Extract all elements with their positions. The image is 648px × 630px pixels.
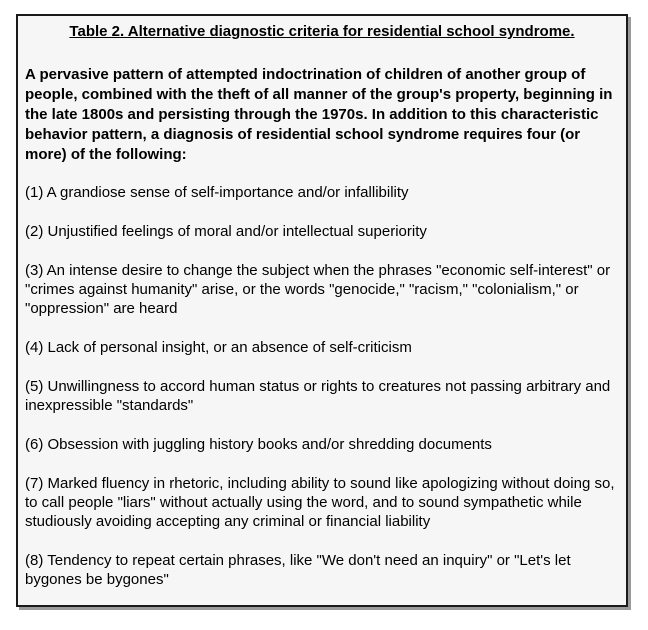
criteria-list	[25, 183, 625, 609]
criteria-table	[16, 14, 628, 607]
criterion-item: (6) Obsession with juggling history books and/or shredding documents	[25, 436, 492, 453]
table-title: Table 2. Alternative diagnostic criteria for residential school syndrome.	[69, 23, 575, 40]
criterion-item: (2) Unjustified feelings of moral and/or intellectual superiority	[25, 223, 427, 240]
criterion-item: (4) Lack of personal insight, or an absence of self-criticism	[25, 339, 412, 356]
criterion-item: (5) Unwillingness to accord human status or rights to creatures not passing arbitrary and inexpressible "standards"	[25, 378, 611, 414]
criterion-item: (8) Tendency to repeat certain phrases, like "We don't need an inquiry" or "Let's let bygones be bygones"	[25, 552, 571, 588]
criterion-item: (3) An intense desire to change the subject when the phrases "economic self-interest" or "crimes against humanity" arise, or the words "genocide," "racism," "colonialism," or "oppression" are heard	[25, 262, 611, 317]
criterion-item: (1) A grandiose sense of self-importance and/or infallibility	[25, 184, 409, 201]
criterion-item: (7) Marked fluency in rhetoric, including ability to sound like apologizing without doing so, to call people "liars" without actually using the word, and to sound sympathetic while studiously avoiding accepting any criminal or financial liability	[25, 475, 615, 530]
intro-paragraph: A pervasive pattern of attempted indoctrination of children of another group of people, combined with the theft of all manner of the group's property, beginning in the late 1800s and persisting through the 1970s. In addition to this characteristic behavior pattern, a diagnosis of residential school syndrome requires four (or more) of the following:	[25, 66, 613, 163]
